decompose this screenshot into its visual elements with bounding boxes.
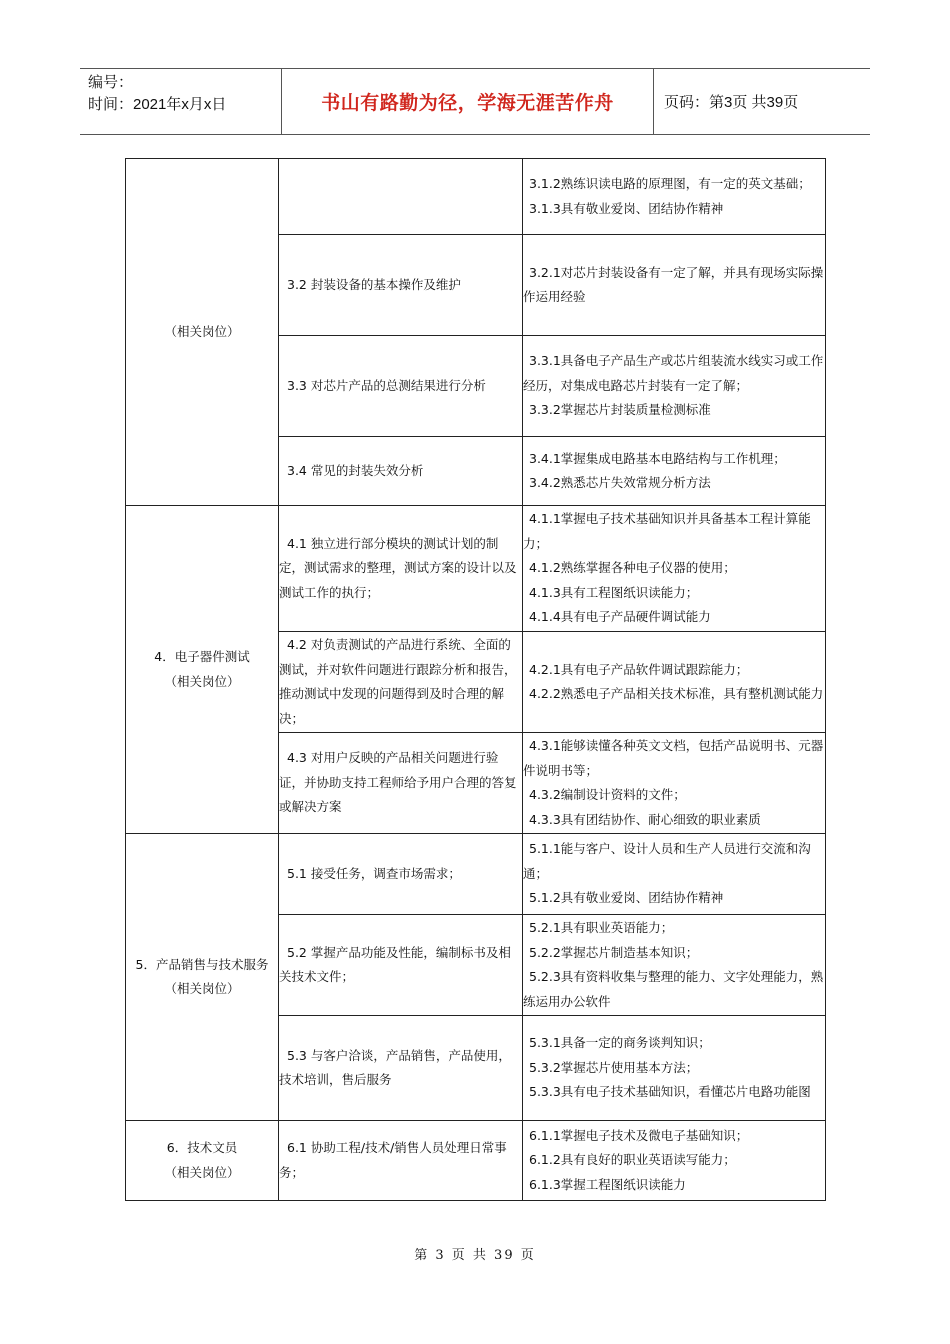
task-cell: 3.4 常见的封装失效分析 <box>279 437 523 506</box>
requirement-item: 4.3.1能够读懂各种英文文档，包括产品说明书、元器件说明书等； <box>523 738 824 778</box>
table-row <box>126 1121 826 1201</box>
table-row <box>126 159 826 235</box>
requirement-item: 3.4.2熟悉芯片失效常规分析方法 <box>529 475 711 490</box>
task-cell <box>279 159 523 235</box>
task-cell: 5.1 接受任务，调查市场需求； <box>279 834 523 915</box>
requirement-item: 3.1.3具有敬业爱岗、团结协作精神 <box>529 200 724 216</box>
header-page-label: 页码：第3页 共39页 <box>664 94 799 111</box>
job-requirements-table <box>125 158 826 1201</box>
role-cell <box>126 834 279 1121</box>
task-cell: 3.3 对芯片产品的总测结果进行分析 <box>279 336 523 437</box>
requirement-cell <box>523 437 826 506</box>
role-text: （相关岗位） <box>164 323 240 339</box>
role-cell <box>126 159 279 506</box>
requirement-item: 4.1.3具有工程图纸识读能力； <box>529 584 699 600</box>
role-text: 4．电子器件测试 <box>154 649 250 664</box>
requirement-cell <box>523 632 826 733</box>
number-label: 编号： <box>88 74 134 91</box>
requirement-item: 5.2.3具有资料收集与整理的能力、文字处理能力，熟练运用办公软件 <box>523 969 824 1009</box>
requirement-cell <box>523 235 826 336</box>
requirement-cell <box>523 733 826 834</box>
header-motto: 书山有路勤为径，学海无涯苦作舟 <box>282 69 654 134</box>
requirement-item: 5.3.3具有电子技术基础知识，看懂芯片电路功能图 <box>529 1084 811 1100</box>
role-text: （相关岗位） <box>164 1164 240 1180</box>
requirement-item: 3.2.1对芯片封装设备有一定了解，并具有现场实际操作运用经验 <box>523 264 824 304</box>
requirement-cell <box>523 336 826 437</box>
time-label: 时间：2021年x月x日 <box>88 96 227 113</box>
requirement-item: 5.3.2掌握芯片使用基本方法； <box>529 1059 699 1075</box>
requirement-item: 6.1.2具有良好的职业英语读写能力； <box>529 1152 736 1168</box>
requirement-item: 3.3.2掌握芯片封装质量检测标准 <box>529 402 711 418</box>
role-text: 5．产品销售与技术服务 <box>135 956 269 972</box>
page-header <box>80 68 870 135</box>
role-cell <box>126 1121 279 1201</box>
task-cell: 5.3 与客户洽谈，产品销售，产品使用，技术培训，售后服务 <box>279 1016 523 1121</box>
table-row <box>126 506 826 632</box>
requirement-cell <box>523 1016 826 1121</box>
requirement-item: 5.1.1能与客户、设计人员和生产人员进行交流和沟通； <box>523 841 811 881</box>
requirement-item: 4.3.3具有团结协作、耐心细致的职业素质 <box>529 811 761 827</box>
requirement-item: 4.1.4具有电子产品硬件调试能力 <box>529 609 711 625</box>
requirement-cell <box>523 915 826 1016</box>
task-cell: 6.1 协助工程/技术/销售人员处理日常事务； <box>279 1121 523 1201</box>
requirement-item: 3.4.1掌握集成电路基本电路结构与工作机理； <box>529 450 786 466</box>
role-cell <box>126 506 279 834</box>
role-text: （相关岗位） <box>164 673 240 689</box>
header-meta <box>80 69 282 134</box>
requirement-cell <box>523 159 826 235</box>
requirement-item: 4.1.1掌握电子技术基础知识并具备基本工程计算能力； <box>523 511 811 551</box>
requirement-cell <box>523 506 826 632</box>
requirement-cell <box>523 1121 826 1201</box>
requirement-item: 5.2.2掌握芯片制造基本知识； <box>529 944 699 960</box>
requirement-item: 4.1.2熟练掌握各种电子仪器的使用； <box>529 560 736 576</box>
role-text: 6．技术文员 <box>166 1140 238 1155</box>
requirement-cell <box>523 834 826 915</box>
task-cell: 4.1 独立进行部分模块的测试计划的制定，测试需求的整理，测试方案的设计以及测试工作的执行； <box>279 506 523 632</box>
task-cell: 4.2 对负责测试的产品进行系统、全面的测试，并对软件问题进行跟踪分析和报告，推动测试中发现的问题得到及时合理的解决； <box>279 632 523 733</box>
page-footer: 第 3 页 共 39 页 <box>414 1248 536 1263</box>
requirement-item: 4.2.1具有电子产品软件调试跟踪能力； <box>529 661 749 677</box>
requirement-item: 6.1.3掌握工程图纸识读能力 <box>529 1176 686 1192</box>
task-cell: 5.2 掌握产品功能及性能，编制标书及相关技术文件； <box>279 915 523 1016</box>
requirement-item: 4.3.2编制设计资料的文件； <box>529 787 686 802</box>
requirement-item: 3.1.2熟练识读电路的原理图，有一定的英文基础； <box>529 176 811 191</box>
task-cell: 4.3 对用户反映的产品相关问题进行验证，并协助支持工程师给予用户合理的答复或解决方案 <box>279 733 523 834</box>
requirement-item: 5.1.2具有敬业爱岗、团结协作精神 <box>529 890 724 906</box>
table-row <box>126 834 826 915</box>
requirement-item: 4.2.2熟悉电子产品相关技术标准，具有整机测试能力 <box>529 686 824 701</box>
task-cell: 3.2 封装设备的基本操作及维护 <box>279 235 523 336</box>
role-text: （相关岗位） <box>164 981 240 996</box>
requirement-item: 6.1.1掌握电子技术及微电子基础知识； <box>529 1127 749 1143</box>
requirement-item: 5.2.1具有职业英语能力； <box>529 920 674 935</box>
requirement-item: 3.3.1具备电子产品生产或芯片组装流水线实习或工作经历，对集成电路芯片封装有一定了解； <box>523 353 824 393</box>
requirement-item: 5.3.1具备一定的商务谈判知识； <box>529 1035 711 1051</box>
